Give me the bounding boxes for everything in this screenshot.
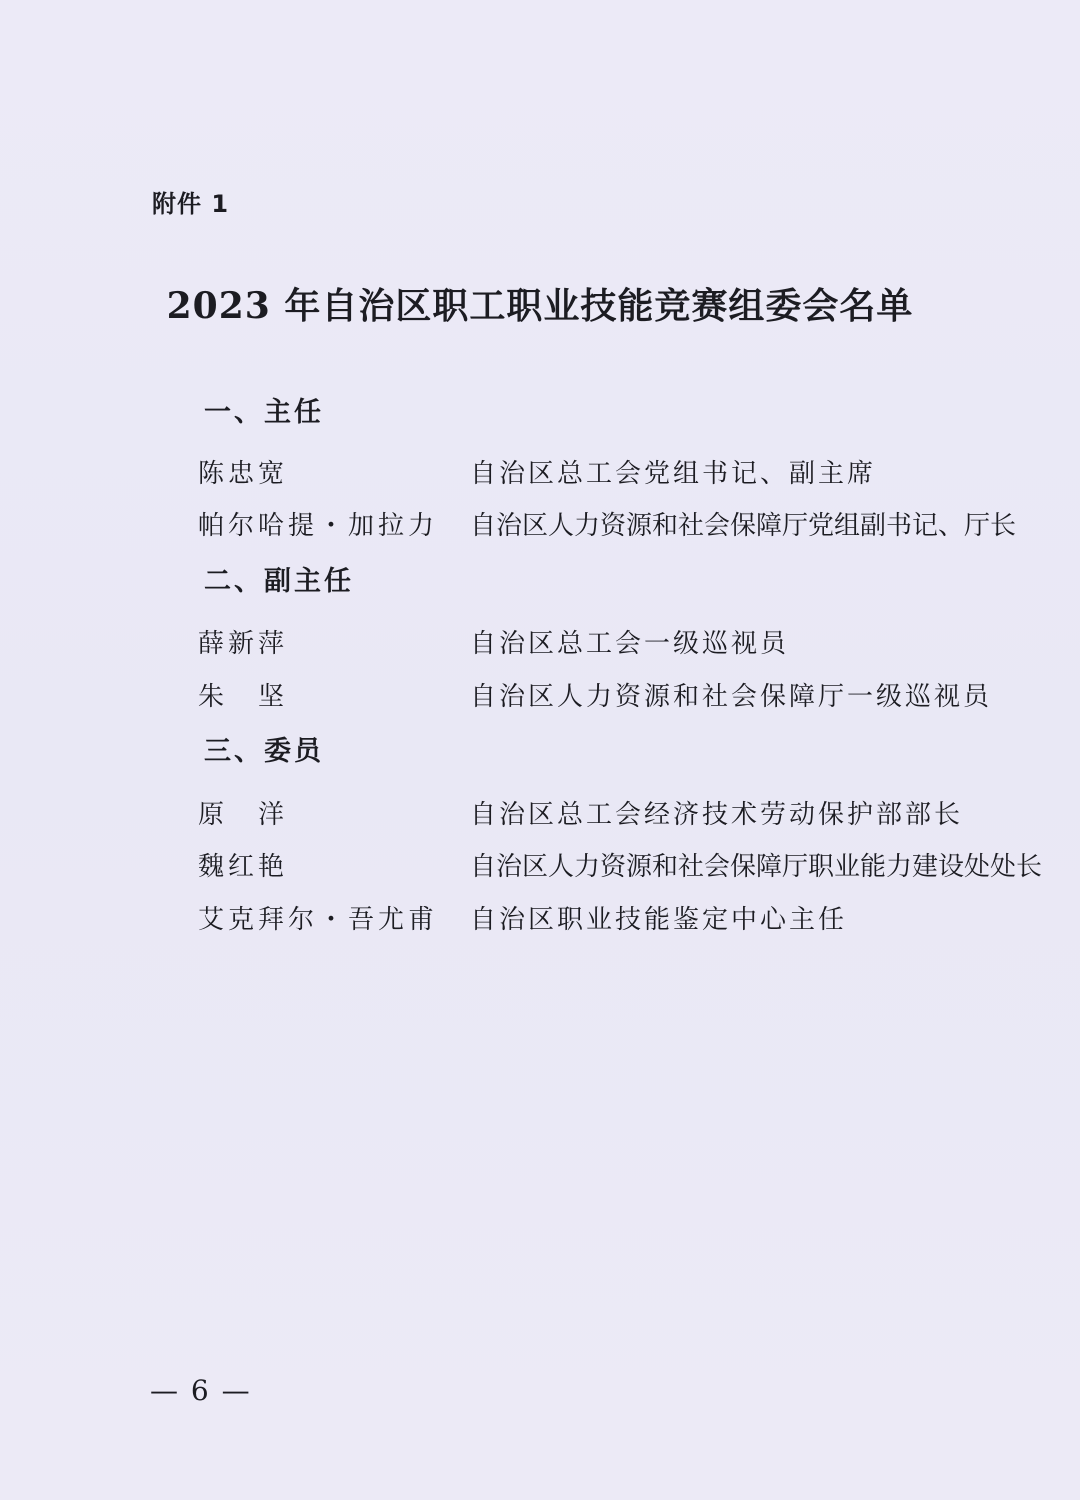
member-row bbox=[0, 794, 1080, 834]
member-name: 原 洋 bbox=[198, 800, 289, 830]
member-row bbox=[0, 899, 1080, 939]
member-row bbox=[0, 623, 1080, 663]
member-role: 自治区人力资源和社会保障厅一级巡视员 bbox=[470, 682, 993, 712]
member-name: 陈忠宽 bbox=[198, 459, 289, 489]
page-number: — 6 — bbox=[150, 1374, 252, 1407]
member-name: 魏红艳 bbox=[198, 852, 289, 882]
member-role: 自治区职业技能鉴定中心主任 bbox=[470, 905, 848, 935]
member-name: 帕尔哈提・加拉力 bbox=[198, 511, 439, 541]
member-name: 薛新萍 bbox=[198, 629, 289, 659]
document-title: 2023 年自治区职工职业技能竞赛组委会名单 bbox=[166, 285, 914, 327]
attachment-label: 附件 1 bbox=[152, 190, 230, 218]
member-role: 自治区人力资源和社会保障厅党组副书记、厅长 bbox=[470, 511, 1017, 541]
member-role: 自治区总工会党组书记、副主席 bbox=[470, 459, 877, 489]
section-heading-members: 三、委员 bbox=[204, 736, 324, 767]
member-name: 朱 坚 bbox=[198, 682, 289, 712]
member-name: 艾克拜尔・吾尤甫 bbox=[198, 905, 439, 935]
member-role: 自治区总工会一级巡视员 bbox=[470, 629, 790, 659]
member-row bbox=[0, 505, 1080, 545]
member-row bbox=[0, 846, 1080, 886]
member-role: 自治区总工会经济技术劳动保护部部长 bbox=[470, 800, 964, 830]
section-heading-deputy-director: 二、副主任 bbox=[204, 566, 354, 597]
member-row bbox=[0, 676, 1080, 716]
member-role: 自治区人力资源和社会保障厅职业能力建设处处长 bbox=[470, 852, 1043, 882]
section-heading-director: 一、主任 bbox=[204, 397, 324, 428]
member-row bbox=[0, 453, 1080, 493]
